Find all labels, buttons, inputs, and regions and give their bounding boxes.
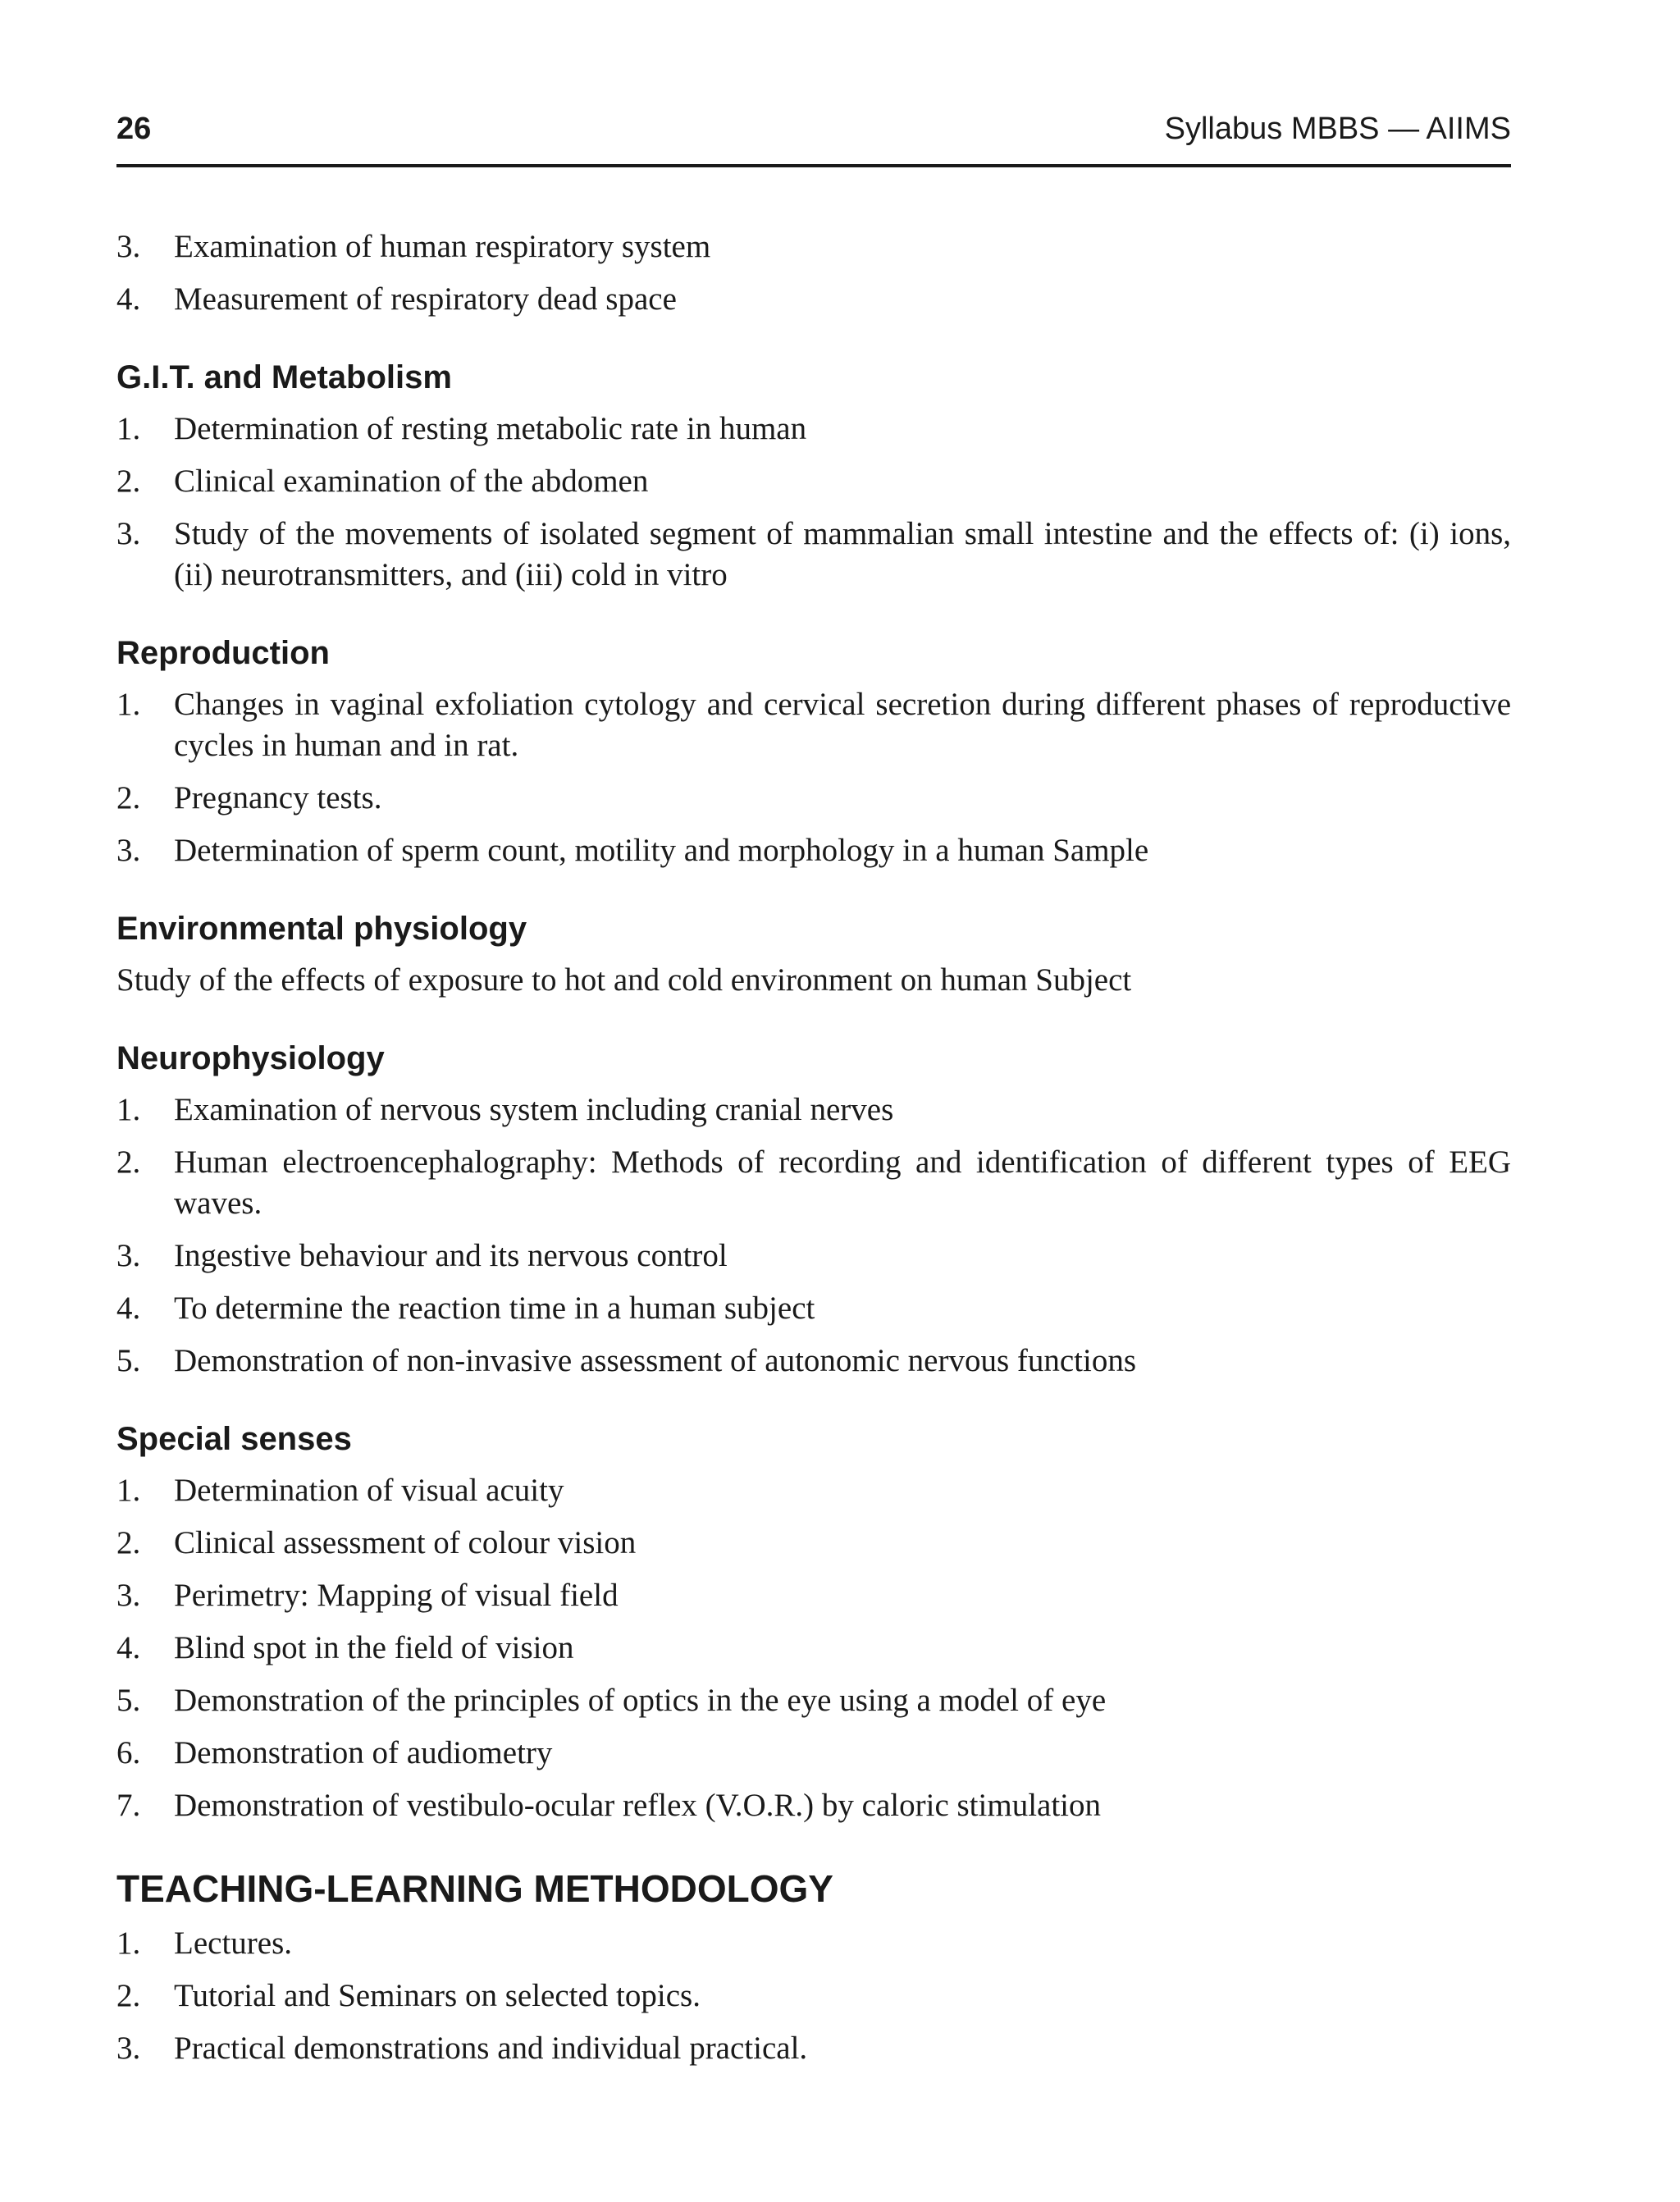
- item-number: 2.: [116, 780, 141, 815]
- list-item: [116, 1976, 1511, 2017]
- item-text: Demonstration of audiometry: [174, 1735, 553, 1770]
- item-number: 4.: [116, 281, 141, 317]
- list-item: [116, 1236, 1511, 1277]
- item-number: 3.: [116, 2031, 141, 2066]
- list-item: [116, 514, 1511, 596]
- list-item: [116, 1785, 1511, 1826]
- item-text: Determination of resting metabolic rate in human: [174, 411, 807, 446]
- section-title-teaching: TEACHING-LEARNING METHODOLOGY: [116, 1867, 833, 1910]
- item-number: 1.: [116, 411, 141, 446]
- item-text: Determination of visual acuity: [174, 1473, 564, 1508]
- list-item: [116, 684, 1511, 766]
- section-title-environmental: Environmental physiology: [116, 911, 527, 947]
- environmental-text: Study of the effects of exposure to hot and cold environment on human Subject: [116, 962, 1132, 998]
- item-text: Clinical examination of the abdomen: [174, 464, 649, 499]
- item-number: 1.: [116, 1926, 141, 1961]
- item-text: Pregnancy tests.: [174, 780, 382, 815]
- item-number: 3.: [116, 516, 141, 551]
- section-title-special-senses: Special senses: [116, 1421, 352, 1457]
- item-text: Study of the movements of isolated segment of mammalian small intestine and the effects of: (i) ions, (ii) neurotransmitters, and (iii) cold in vitro: [174, 516, 1511, 592]
- list-item: [116, 1680, 1511, 1721]
- item-text: Changes in vaginal exfoliation cytology and cervical secretion during different phases of reproductive cycles in human and in rat.: [174, 687, 1511, 763]
- running-head: Syllabus MBBS — AIIMS: [1164, 112, 1511, 146]
- item-text: Clinical assessment of colour vision: [174, 1525, 637, 1560]
- item-text: Examination of human respiratory system: [174, 229, 711, 264]
- senses-list: [116, 1470, 1511, 1826]
- list-item: [116, 409, 1511, 450]
- item-number: 4.: [116, 1291, 141, 1326]
- item-number: 5.: [116, 1683, 141, 1718]
- item-text: Blind spot in the field of vision: [174, 1630, 574, 1665]
- item-text: Determination of sperm count, motility and morphology in a human Sample: [174, 833, 1149, 868]
- item-number: 3.: [116, 1578, 141, 1613]
- item-text: To determine the reaction time in a human subject: [174, 1291, 815, 1326]
- section-title-neurophysiology: Neurophysiology: [116, 1040, 385, 1076]
- list-item: [116, 1341, 1511, 1382]
- list-item: [116, 1288, 1511, 1329]
- page-number: 26: [116, 112, 152, 146]
- item-text: Perimetry: Mapping of visual field: [174, 1578, 619, 1613]
- item-number: 3.: [116, 229, 141, 264]
- continued-list: [116, 226, 1511, 320]
- list-item: [116, 778, 1511, 819]
- list-item: [116, 1733, 1511, 1774]
- item-text: Lectures.: [174, 1926, 293, 1961]
- item-text: Human electroencephalography: Methods of recording and identification of different types of EEG waves.: [174, 1144, 1511, 1221]
- item-text: Measurement of respiratory dead space: [174, 281, 677, 317]
- item-number: 1.: [116, 1473, 141, 1508]
- item-number: 2.: [116, 1144, 141, 1180]
- list-item: [116, 461, 1511, 502]
- list-item: [116, 830, 1511, 871]
- list-item: [116, 1575, 1511, 1616]
- item-number: 2.: [116, 1525, 141, 1560]
- list-item: [116, 1628, 1511, 1669]
- list-item: [116, 226, 1511, 267]
- item-number: 3.: [116, 833, 141, 868]
- item-number: 2.: [116, 464, 141, 499]
- item-number: 1.: [116, 1092, 141, 1127]
- item-number: 3.: [116, 1238, 141, 1273]
- item-number: 6.: [116, 1735, 141, 1770]
- reproduction-list: [116, 684, 1511, 871]
- item-text: Examination of nervous system including cranial nerves: [174, 1092, 894, 1127]
- list-item: [116, 2028, 1511, 2069]
- item-number: 5.: [116, 1343, 141, 1378]
- list-item: [116, 1923, 1511, 1964]
- item-text: Demonstration of the principles of optics in the eye using a model of eye: [174, 1683, 1107, 1718]
- section-title-reproduction: Reproduction: [116, 635, 330, 671]
- section-title-git: G.I.T. and Metabolism: [116, 359, 452, 395]
- item-text: Ingestive behaviour and its nervous control: [174, 1238, 728, 1273]
- list-item: [116, 1142, 1511, 1224]
- list-item: [116, 1090, 1511, 1131]
- page-content: [116, 226, 1511, 2081]
- list-item: [116, 279, 1511, 320]
- item-text: Tutorial and Seminars on selected topics.: [174, 1978, 701, 2013]
- item-text: Practical demonstrations and individual practical.: [174, 2031, 808, 2066]
- item-number: 1.: [116, 687, 141, 722]
- list-item: [116, 1523, 1511, 1564]
- item-text: Demonstration of non-invasive assessment of autonomic nervous functions: [174, 1343, 1137, 1378]
- item-number: 2.: [116, 1978, 141, 2013]
- page-header: [116, 108, 1511, 167]
- list-item: [116, 1470, 1511, 1511]
- git-list: [116, 409, 1511, 596]
- teaching-list: [116, 1923, 1511, 2069]
- neuro-list: [116, 1090, 1511, 1382]
- item-number: 4.: [116, 1630, 141, 1665]
- item-text: Demonstration of vestibulo-ocular reflex (V.O.R.) by caloric stimulation: [174, 1788, 1102, 1823]
- item-number: 7.: [116, 1788, 141, 1823]
